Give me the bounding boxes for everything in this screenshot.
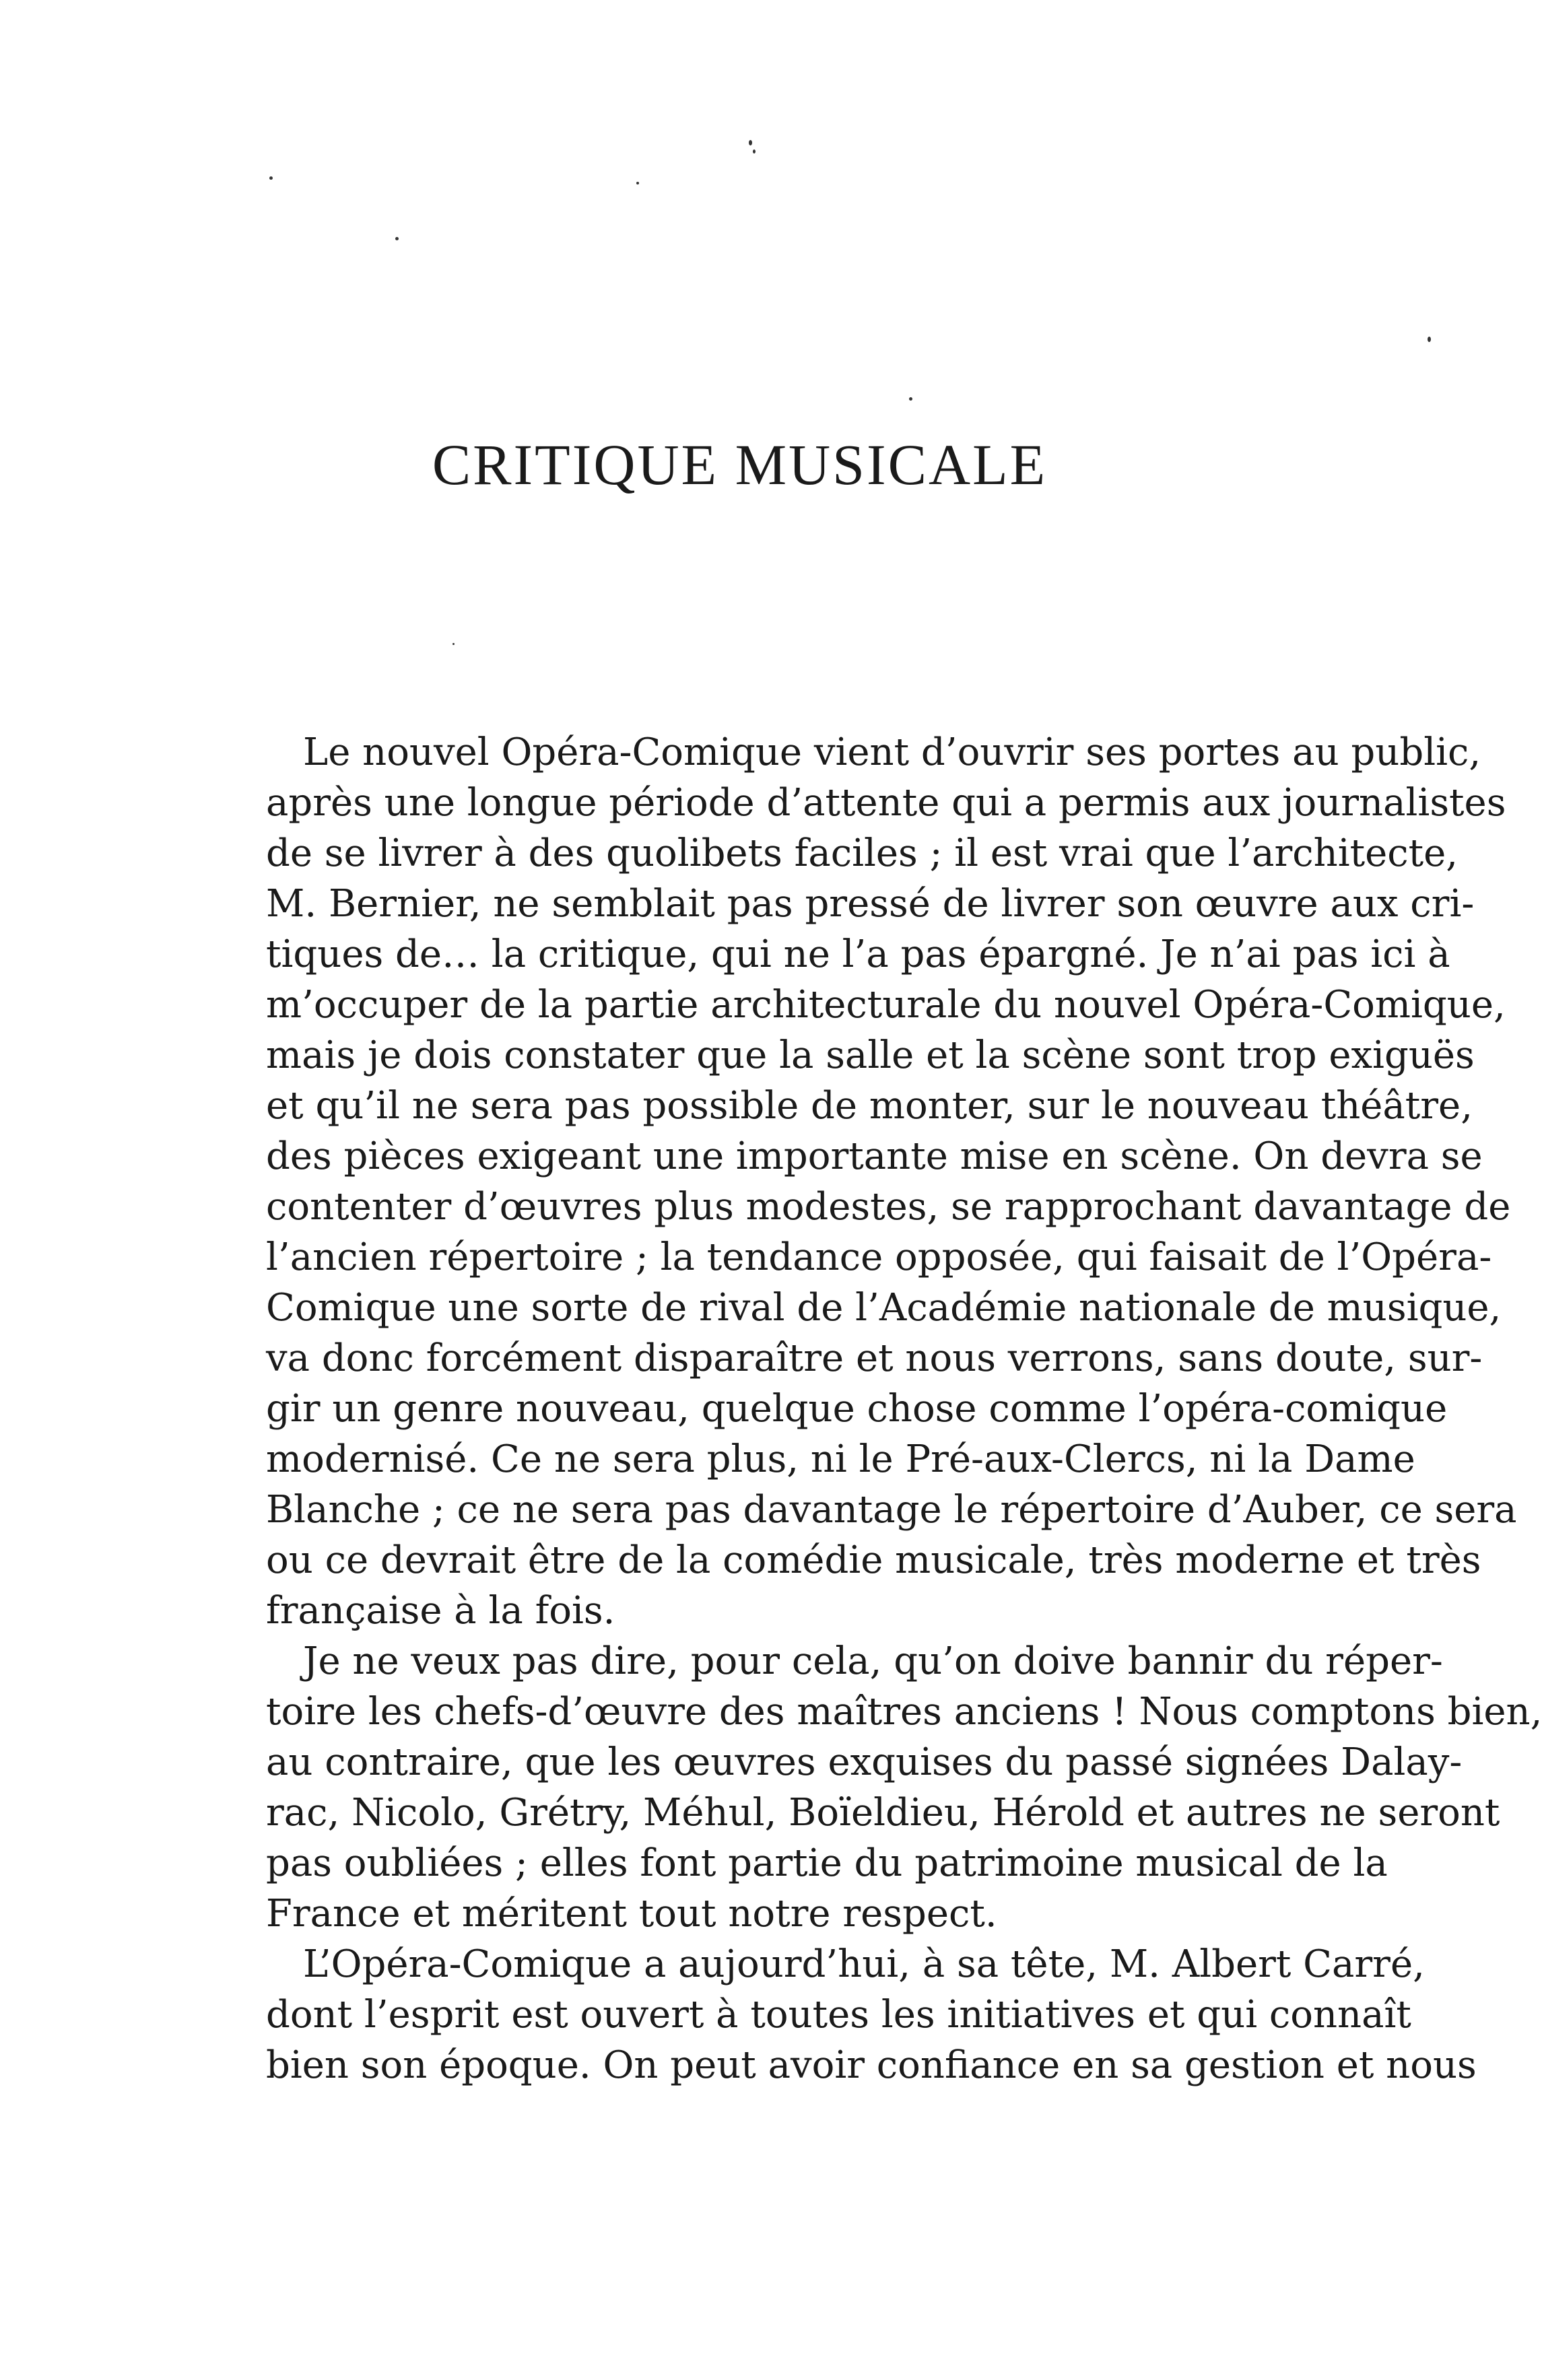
scan-speck xyxy=(636,182,639,184)
text-line: va donc forcément disparaître et nous verrons, sans doute, sur- xyxy=(266,1336,1483,1380)
text-line: de se livrer à des quolibets faciles ; il est vrai que l’architecte, xyxy=(266,831,1459,875)
text-line: et qu’il ne sera pas possible de monter, sur le nouveau théâtre, xyxy=(266,1084,1473,1128)
text-line: Le nouvel Opéra-Comique vient d’ouvrir ses portes au public, xyxy=(303,730,1481,774)
paragraph-2 xyxy=(266,1636,1542,1939)
text-line: L’Opéra-Comique a aujourd’hui, à sa tête, M. Albert Carré, xyxy=(303,1942,1425,1986)
text-line: rac, Nicolo, Grétry, Méhul, Boïeldieu, Hérold et autres ne seront xyxy=(266,1791,1500,1835)
text-line: Blanche ; ce ne sera pas davantage le répertoire d’Auber, ce sera xyxy=(266,1488,1517,1532)
body-text xyxy=(266,727,1542,2090)
scan-speck xyxy=(452,643,455,645)
text-line: ou ce devrait être de la comédie musicale, très moderne et très xyxy=(266,1538,1481,1582)
text-line: dont l’esprit est ouvert à toutes les initiatives et qui connaît xyxy=(266,1993,1411,2037)
text-line: bien son époque. On peut avoir confiance en sa gestion et nous xyxy=(266,2043,1477,2087)
scan-speck xyxy=(753,149,756,154)
text-line: des pièces exigeant une importante mise en scène. On devra se xyxy=(266,1134,1483,1178)
text-line: toire les chefs-d’œuvre des maîtres anciens ! Nous comptons bien, xyxy=(266,1690,1542,1734)
scan-speck xyxy=(395,237,399,240)
text-line: tiques de… la critique, qui ne l’a pas épargné. Je n’ai pas ici à xyxy=(266,932,1450,976)
text-line: M. Bernier, ne semblait pas pressé de livrer son œuvre aux cri- xyxy=(266,882,1475,926)
text-line: contenter d’œuvres plus modestes, se rapprochant davantage de xyxy=(266,1185,1511,1229)
scan-speck xyxy=(1428,337,1431,342)
paragraph-1 xyxy=(266,727,1517,1636)
text-line: Je ne veux pas dire, pour cela, qu’on doive bannir du réper- xyxy=(303,1639,1443,1683)
scan-speck xyxy=(909,397,912,401)
text-line: pas oubliées ; elles font partie du patrimoine musical de la xyxy=(266,1841,1388,1885)
text-line: France et méritent tout notre respect. xyxy=(266,1892,997,1936)
paragraph-3 xyxy=(266,1939,1477,2090)
text-line: mais je dois constater que la salle et la scène sont trop exiguës xyxy=(266,1033,1475,1077)
scan-speck xyxy=(269,176,273,180)
text-line: Comique une sorte de rival de l’Académie nationale de musique, xyxy=(266,1286,1502,1330)
text-line: l’ancien répertoire ; la tendance opposée, qui faisait de l’Opéra- xyxy=(266,1235,1492,1279)
text-line: gir un genre nouveau, quelque chose comme l’opéra-comique xyxy=(266,1387,1448,1431)
text-line: au contraire, que les œuvres exquises du passé signées Dalay- xyxy=(266,1740,1463,1784)
page-title: CRITIQUE MUSICALE xyxy=(432,432,1048,497)
text-line: m’occuper de la partie architecturale du nouvel Opéra-Comique, xyxy=(266,983,1506,1027)
text-line: après une longue période d’attente qui a permis aux journalistes xyxy=(266,781,1506,825)
text-line: française à la fois. xyxy=(266,1589,615,1633)
text-line: modernisé. Ce ne sera plus, ni le Pré-aux-Clercs, ni la Dame xyxy=(266,1437,1415,1481)
scan-speck xyxy=(749,140,752,145)
